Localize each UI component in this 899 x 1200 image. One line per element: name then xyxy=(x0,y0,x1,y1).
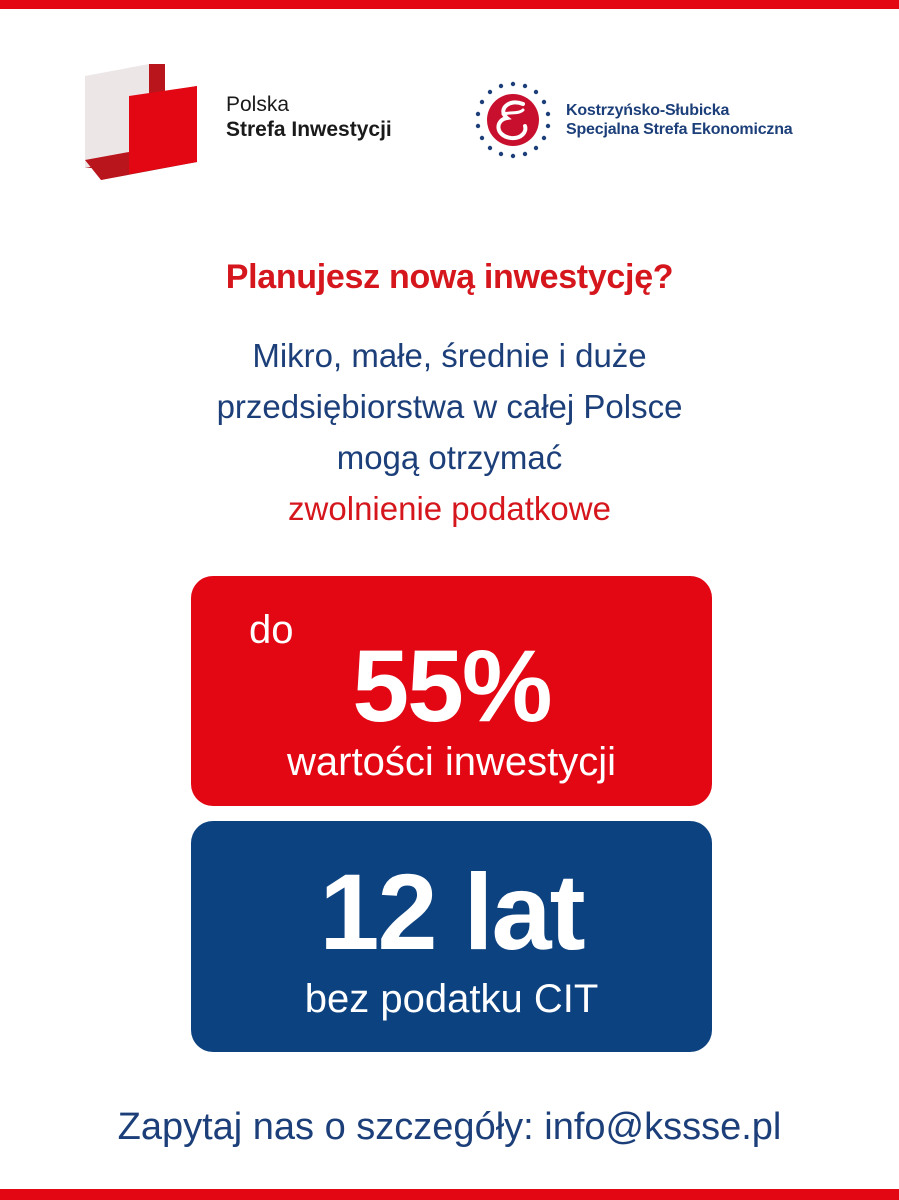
body-text xyxy=(0,330,899,534)
psi-logo-line1: Polska xyxy=(226,93,290,116)
offer-percentage-caption: wartości inwestycji xyxy=(287,740,616,784)
top-accent-bar xyxy=(0,0,899,9)
body-line-3: mogą otrzymać xyxy=(336,439,563,476)
psi-logo-line2: Strefa Inwestycji xyxy=(226,118,392,141)
contact-line[interactable]: Zapytaj nas o szczegóły: info@kssse.pl xyxy=(117,1106,782,1148)
headline: Planujesz nową inwestycję? xyxy=(225,258,674,296)
offer-percentage-value: 55% xyxy=(352,629,551,743)
ksse-logo-line1: Kostrzyńsko-Słubicka xyxy=(566,102,730,119)
offer-box-years xyxy=(191,821,712,1052)
psi-logo-text xyxy=(226,92,392,142)
offer-box-percentage xyxy=(191,576,712,806)
offer-prefix: do xyxy=(249,608,294,652)
body-line-4: zwolnienie podatkowe xyxy=(288,490,611,527)
body-line-1: Mikro, małe, średnie i duże xyxy=(252,337,647,374)
psi-logo-icon xyxy=(85,64,197,180)
ksse-logo-icon xyxy=(473,80,553,160)
offer-years-value: 12 lat xyxy=(319,851,584,972)
ksse-logo-line2: Specjalna Strefa Ekonomiczna xyxy=(566,121,793,138)
ksse-logo-text xyxy=(566,101,792,139)
offer-years-caption: bez podatku CIT xyxy=(304,977,599,1021)
body-line-2: przedsiębiorstwa w całej Polsce xyxy=(216,388,683,425)
bottom-accent-bar xyxy=(0,1189,899,1200)
